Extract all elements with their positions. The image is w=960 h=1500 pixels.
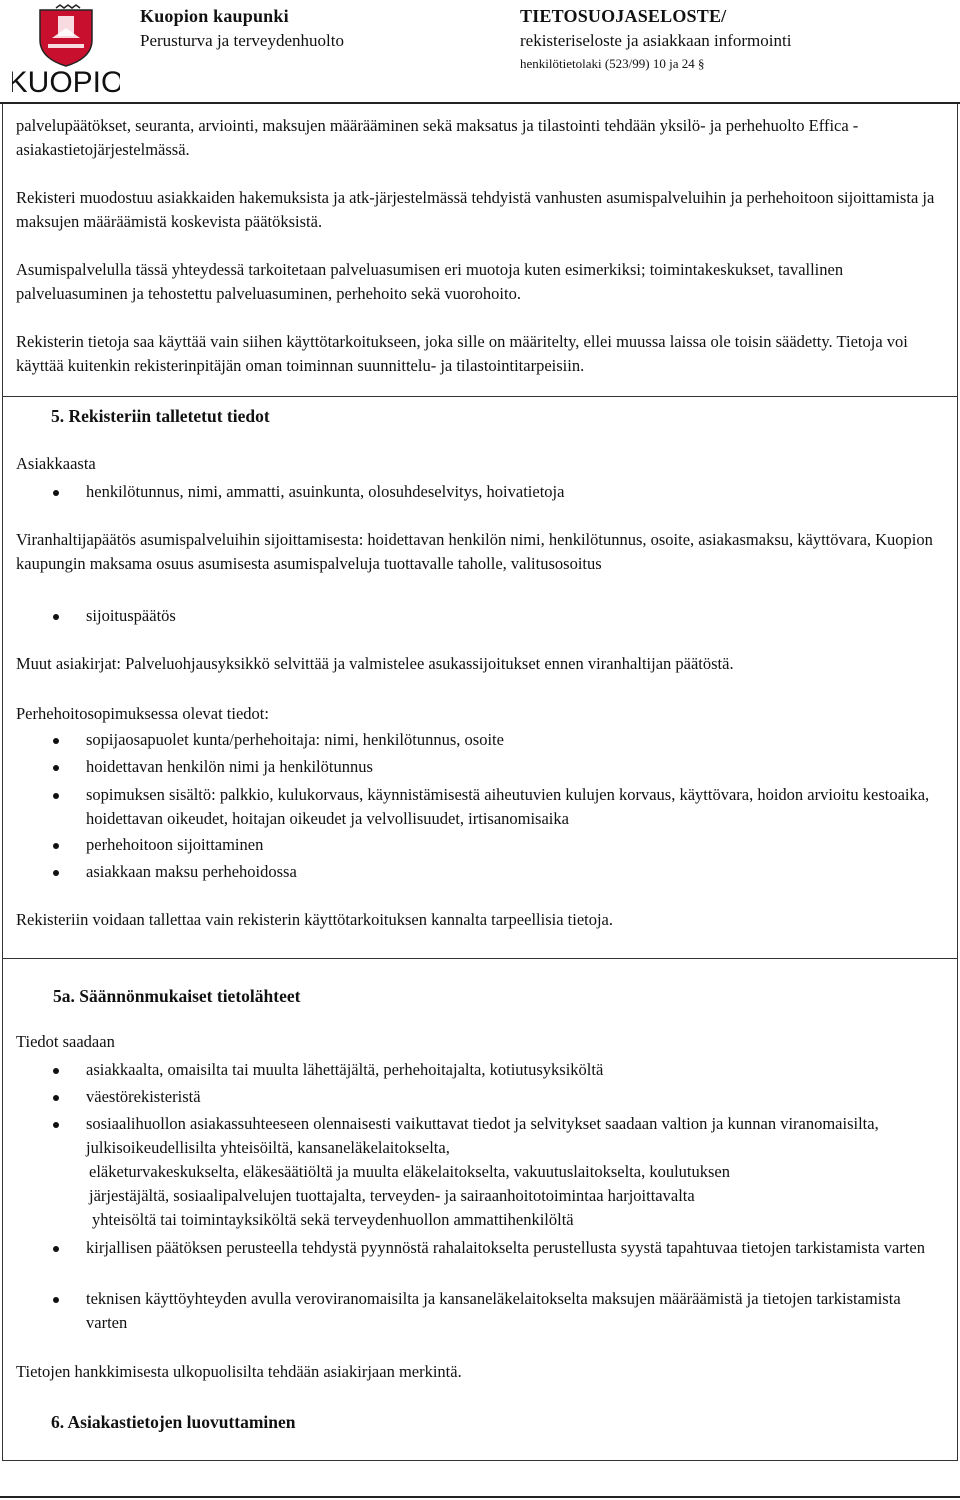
bullet-icon [53,614,59,620]
list-item: kirjallisen päätöksen perusteella tehdystä pyynnöstä rahalaitokselta perustellusta syystä tapahtuvaa tietojen tarkistamista varten [86,1238,925,1257]
list-item: sopijaosapuolet kunta/perhehoitaja: nimi, henkilötunnus, osoite [86,730,504,749]
bullet-icon [53,1095,59,1101]
section-5a-heading: 5a. Säännönmukaiset tietolähteet [53,986,301,1006]
list-item: hoidettavan henkilön nimi ja henkilötunnus [86,757,373,776]
bullet-icon [53,843,59,849]
city-logo [12,4,120,96]
list-item-continuation: eläketurvakeskukselta, eläkesäätiöltä ja muulta eläkelaitokselta, vakuutuslaitokselta, koulutuksen [89,1162,731,1181]
org-name: Kuopion kaupunki [140,6,289,26]
section-6-heading: 6. Asiakastietojen luovuttaminen [51,1412,296,1432]
list-item: asiakkaalta, omaisilta tai muulta lähettäjältä, perhehoitajalta, kotiutusyksiköltä [86,1060,604,1079]
perhehoito-label: Perhehoitosopimuksessa olevat tiedot: [16,704,269,723]
header-document-info [520,4,791,74]
list-item: asiakkaan maksu perhehoidossa [86,862,297,881]
list-item: sijoituspäätös [86,606,176,625]
list-item: sosiaalihuollon asiakassuhteeseen olennaisesti vaikuttavat tiedot ja selvitykset saadaan valtion ja kunnan viranomaisilta, julkisoikeudellisilta yhteisöiltä, kansaneläkelaitokselta, [86,1114,879,1157]
list-item-continuation: järjestäjältä, sosiaalipalvelujen tuottajalta, terveyden- ja sairaanhoitotoimintaa harjoittavalta [89,1186,695,1205]
intro-paragraph-2: Rekisteri muodostuu asiakkaiden hakemuksista ja atk-järjestelmässä tehdyistä vanhusten asumispalveluihin ja perhehoitoon sijoittamista ja maksujen määräämistä koskevista päätöksistä. [16,188,935,231]
section-intro-box [2,104,958,397]
org-unit: Perusturva ja terveydenhuolto [140,31,344,50]
list-item: henkilötunnus, nimi, ammatti, asuinkunta, olosuhdeselvitys, hoivatietoja [86,482,565,501]
bullet-icon [53,1297,59,1303]
section-5-heading: 5. Rekisteriin talletetut tiedot [51,406,270,426]
list-item: väestörekisteristä [86,1087,201,1106]
list-item: sopimuksen sisältö: palkkio, kulukorvaus, käynnistämisestä aiheutuvien kulujen korvaus, käyttövara, hoidon arvioitu kestoaika, hoidettavan oikeudet, hoitajan oikeudet ja velvollisuudet, irtisanomisaika [86,785,930,828]
viranhaltija-paragraph: Viranhaltijapäätös asumispalveluihin sijoittamisesta: hoidettavan henkilön nimi, henkilötunnus, osoite, asiakasmaksu, käyttövara, Kuopion kaupungin maksama osuus asumisesta asumispalveluja tuottavalle taholle, valitusosoitus [16,530,933,573]
asiakkaasta-label: Asiakkaasta [16,454,96,473]
footer-divider [0,1496,960,1498]
bullet-icon [53,490,59,496]
bullet-icon [53,870,59,876]
section-5a-box [2,958,958,1461]
doc-subtitle: rekisteriseloste ja asiakkaan informointi [520,31,792,50]
bullet-icon [53,1246,59,1252]
list-item: perhehoitoon sijoittaminen [86,835,264,854]
intro-paragraph-1: palvelupäätökset, seuranta, arviointi, maksujen määrääminen sekä maksatus ja tilastointi tehdään yksilö- ja perhehuolto Effica -asiakastietojärjestelmässä. [16,116,859,159]
svg-text:KUOPIO: KUOPIO [12,66,120,96]
section-5-box [2,396,958,959]
section-5a-closing: Tietojen hankkimisesta ulkopuolisilta tehdään asiakirjaan merkintä. [16,1362,462,1381]
header-organization [140,4,344,54]
bullet-icon [53,793,59,799]
bullet-icon [53,1122,59,1128]
bullet-icon [53,1068,59,1074]
intro-paragraph-3: Asumispalvelulla tässä yhteydessä tarkoitetaan palveluasumisen eri muotoja kuten esimerkiksi; toimintakeskukset, tavallinen palveluasuminen ja tehostettu palveluasuminen, perhehoito sekä vuorohoito. [16,260,844,303]
bullet-icon [53,765,59,771]
list-item: teknisen käyttöyhteyden avulla veroviranomaisilta ja kansaneläkelaitokselta maksujen määräämistä ja tietojen tarkistamista varten [86,1289,901,1332]
coat-of-arms-icon [12,4,120,96]
intro-paragraph-4: Rekisterin tietoja saa käyttää vain siihen käyttötarkoitukseen, joka sille on määritelty, ellei muussa laissa ole toisin säädetty. Tietoja voi käyttää kuitenkin rekisterinpitäjän oman toiminnan suunnittelu- ja tilastointitarpeisiin. [16,332,908,375]
doc-title: TIETOSUOJASELOSTE/ [520,6,727,26]
list-item-continuation: yhteisöltä tai toimintayksiköltä sekä terveydenhuollon ammattihenkilöltä [92,1210,574,1229]
tiedot-saadaan-label: Tiedot saadaan [16,1032,115,1051]
bullet-icon [53,738,59,744]
doc-law-reference: henkilötietolaki (523/99) 10 ja 24 § [520,56,705,71]
section-5-closing: Rekisteriin voidaan tallettaa vain rekisterin käyttötarkoituksen kannalta tarpeellisia tietoja. [16,910,614,929]
muut-asiakirjat-paragraph: Muut asiakirjat: Palveluohjausyksikkö selvittää ja valmistelee asukassijoitukset ennen viranhaltijan päätöstä. [16,654,734,673]
